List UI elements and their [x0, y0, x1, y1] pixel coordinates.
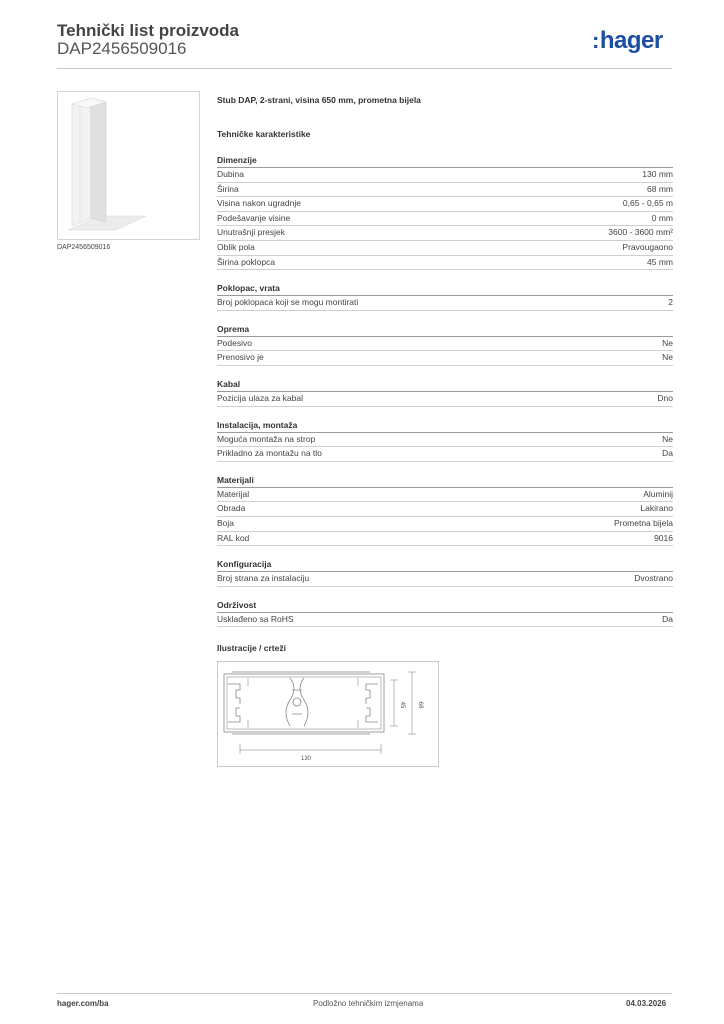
spec-value: 0 mm	[651, 212, 673, 223]
spec-value: 2	[668, 297, 673, 308]
spec-row	[217, 392, 673, 407]
spec-section	[217, 419, 673, 462]
spec-label: Obrada	[217, 503, 246, 514]
spec-section	[217, 282, 673, 311]
spec-row	[217, 183, 673, 198]
spec-value: Aluminij	[643, 488, 673, 499]
spec-section	[217, 558, 673, 587]
spec-label: Širina	[217, 183, 239, 194]
spec-label: Unutrašnji presjek	[217, 227, 286, 238]
spec-label: Dubina	[217, 169, 244, 179]
section-title: Održivost	[217, 599, 673, 613]
spec-label: Podesivo	[217, 337, 252, 348]
spec-label: Boja	[217, 517, 235, 528]
footer-divider	[57, 993, 672, 994]
spec-row	[217, 212, 673, 227]
spec-row	[217, 532, 673, 547]
spec-section	[217, 378, 673, 407]
footer-notice: Podložno tehničkim izmjenama	[313, 999, 424, 1008]
spec-value: 0,65 - 0,65 m	[622, 198, 673, 209]
spec-label: Visina nakon ugradnje	[217, 198, 301, 209]
section-title: Konfiguracija	[217, 558, 673, 572]
spec-section	[217, 474, 673, 546]
spec-row	[217, 572, 673, 587]
product-description: Stub DAP, 2-strani, visina 650 mm, prometna bijela	[217, 95, 421, 105]
spec-value: 68 mm	[647, 183, 673, 194]
spec-row	[217, 168, 673, 183]
spec-label: Usklađeno sa RoHS	[217, 613, 294, 624]
spec-value: Dno	[657, 392, 673, 403]
dim-cover-label: 45	[399, 701, 405, 709]
spec-row	[217, 351, 673, 366]
spec-section	[217, 599, 673, 628]
page-title: Tehnički list proizvoda	[57, 21, 239, 40]
spec-label: Moguća montaža na strop	[217, 433, 316, 444]
spec-row	[217, 517, 673, 532]
spec-label: Širina poklopca	[217, 256, 276, 267]
spec-value: 3600 - 3600 mm²	[608, 227, 673, 238]
technical-drawing	[217, 661, 439, 767]
product-code: DAP2456509016	[57, 39, 187, 58]
spec-value: Pravougaono	[622, 241, 673, 252]
spec-row	[217, 241, 673, 256]
spec-sections	[217, 154, 673, 627]
header-divider	[57, 68, 672, 69]
spec-label: Podešavanje visine	[217, 212, 291, 223]
spec-value: 130 mm	[642, 169, 673, 179]
dim-height-label: 68	[417, 701, 423, 709]
tech-characteristics-title: Tehničke karakteristike	[217, 129, 311, 139]
spec-value: Da	[662, 448, 673, 459]
spec-row	[217, 502, 673, 517]
profile-cross-section	[218, 662, 438, 766]
spec-row	[217, 613, 673, 628]
spec-section	[217, 154, 673, 270]
spec-label: Prikladno za montažu na tlo	[217, 448, 322, 459]
spec-value: Ne	[662, 337, 673, 348]
spec-section	[217, 323, 673, 366]
footer-date: 04.03.2026	[626, 999, 667, 1008]
spec-value: Ne	[662, 433, 673, 444]
section-title: Materijali	[217, 474, 673, 488]
spec-row	[217, 447, 673, 462]
spec-value: Da	[662, 613, 673, 624]
spec-label: Pozicija ulaza za kabal	[217, 392, 303, 403]
spec-label: Broj strana za instalaciju	[217, 573, 310, 584]
product-details	[217, 93, 673, 767]
spec-value: Lakirano	[640, 503, 673, 514]
spec-row	[217, 488, 673, 503]
spec-row	[217, 256, 673, 271]
product-image	[57, 91, 200, 240]
dim-width-label: 130	[300, 756, 312, 763]
spec-label: RAL kod	[217, 532, 250, 543]
section-title: Oprema	[217, 323, 673, 337]
hager-logo: :hager	[592, 27, 663, 54]
section-title: Poklopac, vrata	[217, 282, 673, 296]
spec-row	[217, 337, 673, 352]
spec-label: Oblik pola	[217, 241, 255, 252]
section-title: Kabal	[217, 378, 673, 392]
illustrations-title: Ilustracije / crteži	[217, 643, 286, 654]
spec-value: 9016	[654, 532, 673, 543]
spec-label: Materijal	[217, 488, 250, 499]
footer-website: hager.com/ba	[57, 999, 109, 1008]
spec-label: Prenosivo je	[217, 352, 264, 363]
spec-row	[217, 226, 673, 241]
spec-row	[217, 197, 673, 212]
image-caption: DAP2456509016	[57, 244, 111, 251]
section-title: Instalacija, montaža	[217, 419, 673, 433]
spec-value: Ne	[662, 352, 673, 363]
spec-row	[217, 296, 673, 311]
spec-row	[217, 433, 673, 448]
spec-value: Dvostrano	[634, 573, 673, 584]
column-product-icon	[58, 92, 199, 239]
section-title: Dimenzije	[217, 154, 673, 168]
spec-label: Broj poklopaca koji se mogu montirati	[217, 297, 359, 308]
spec-value: Prometna bijela	[613, 517, 673, 528]
spec-value: 45 mm	[647, 256, 673, 267]
